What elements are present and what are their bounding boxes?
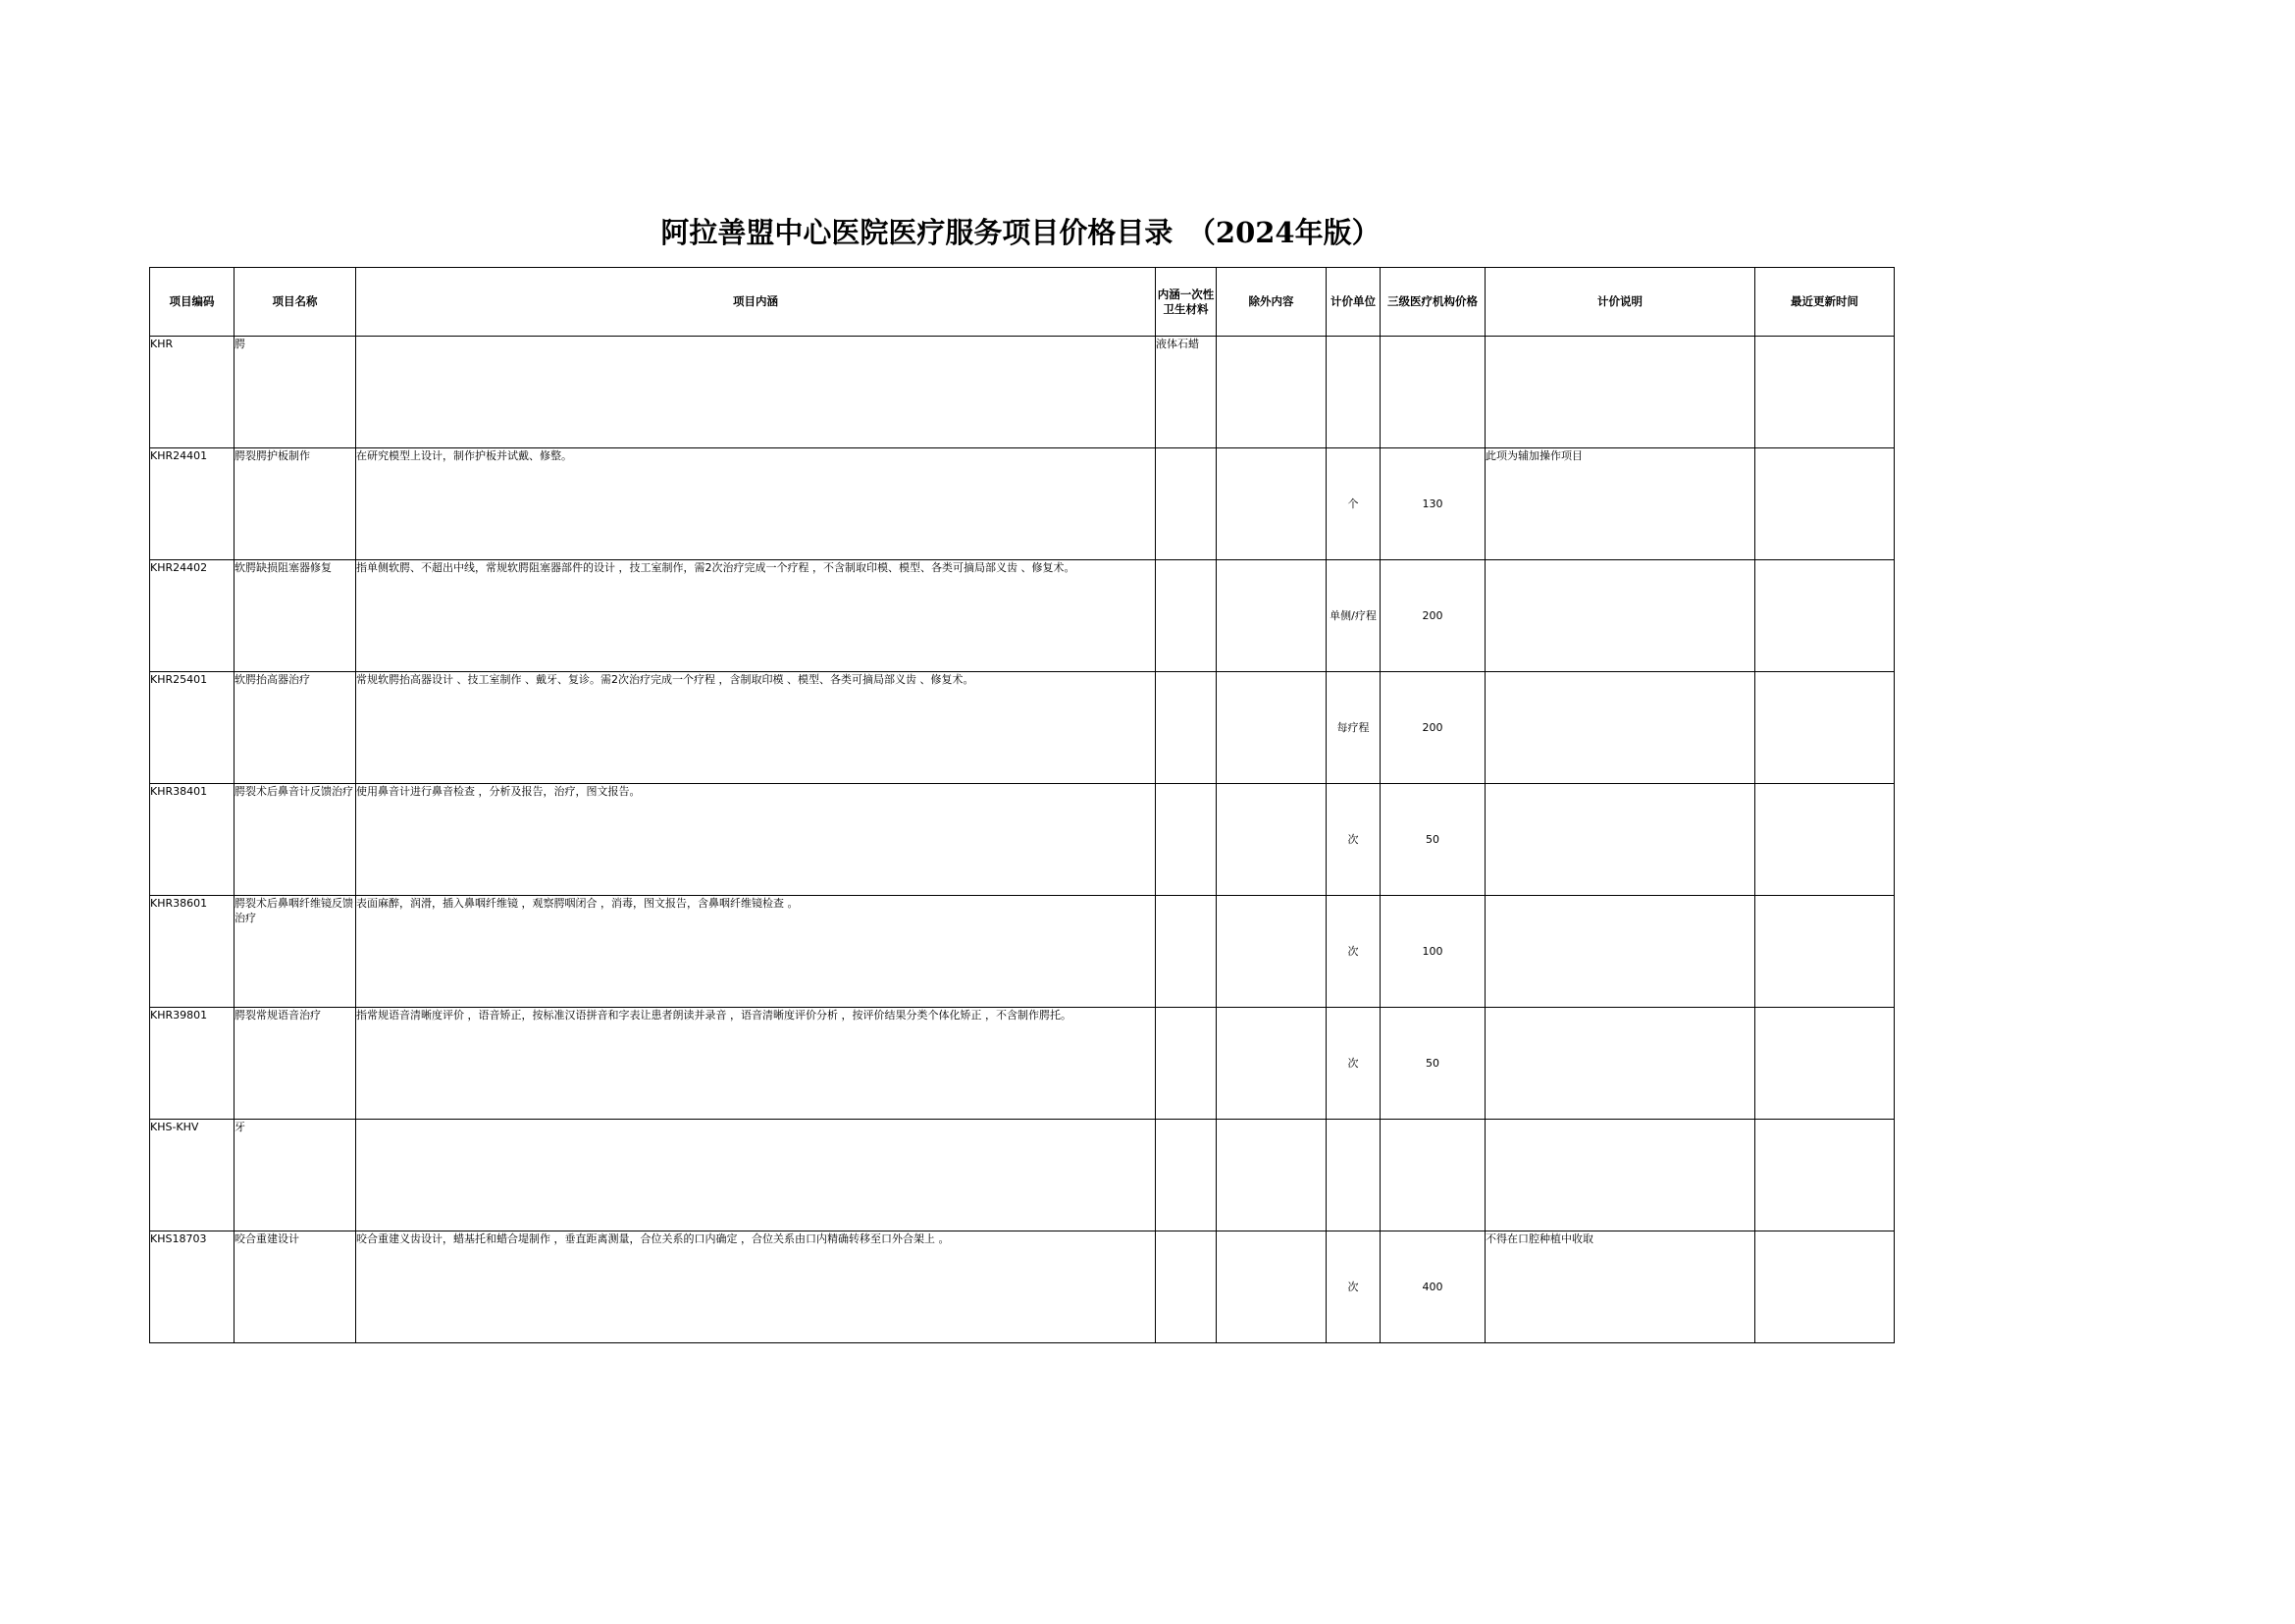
cell-note [1486, 896, 1755, 1008]
cell-updated [1755, 448, 1895, 560]
cell-unit: 每疗程 [1327, 672, 1381, 784]
table-row [150, 1008, 1895, 1120]
cell-except [1217, 448, 1327, 560]
cell-unit: 单侧/疗程 [1327, 560, 1381, 672]
cell-code: KHR38601 [150, 896, 235, 1008]
header-updated: 最近更新时间 [1755, 268, 1895, 337]
cell-price [1381, 1120, 1486, 1231]
cell-code: KHR38401 [150, 784, 235, 896]
cell-price: 100 [1381, 896, 1486, 1008]
cell-material [1156, 672, 1217, 784]
cell-code: KHR39801 [150, 1008, 235, 1120]
cell-name: 咬合重建设计 [235, 1231, 356, 1343]
cell-updated [1755, 1231, 1895, 1343]
cell-name: 腭裂腭护板制作 [235, 448, 356, 560]
cell-updated [1755, 672, 1895, 784]
table-row [150, 1231, 1895, 1343]
cell-name: 软腭抬高器治疗 [235, 672, 356, 784]
header-code: 项目编码 [150, 268, 235, 337]
table-row [150, 896, 1895, 1008]
cell-code: KHS18703 [150, 1231, 235, 1343]
cell-unit: 次 [1327, 1231, 1381, 1343]
cell-price [1381, 337, 1486, 448]
cell-updated [1755, 1008, 1895, 1120]
cell-material [1156, 1120, 1217, 1231]
cell-except [1217, 896, 1327, 1008]
cell-material: 液体石蜡 [1156, 337, 1217, 448]
table-row [150, 448, 1895, 560]
cell-material [1156, 896, 1217, 1008]
cell-note: 不得在口腔种植中收取 [1486, 1231, 1755, 1343]
cell-name: 腭裂术后鼻咽纤维镜反馈治疗 [235, 896, 356, 1008]
cell-price: 200 [1381, 560, 1486, 672]
cell-content: 指单侧软腭、不超出中线，常规软腭阻塞器部件的设计 ，技工室制作，需2次治疗完成一个疗程 ，不含制取印模、模型、各类可摘局部义齿 、修复术。 [356, 560, 1156, 672]
cell-content [356, 1120, 1156, 1231]
table-row [150, 337, 1895, 448]
cell-code: KHR [150, 337, 235, 448]
header-note: 计价说明 [1486, 268, 1755, 337]
cell-unit [1327, 337, 1381, 448]
cell-name: 牙 [235, 1120, 356, 1231]
cell-updated [1755, 896, 1895, 1008]
cell-unit: 次 [1327, 784, 1381, 896]
cell-price: 130 [1381, 448, 1486, 560]
cell-content [356, 337, 1156, 448]
cell-code: KHR24402 [150, 560, 235, 672]
cell-note [1486, 784, 1755, 896]
cell-content: 咬合重建义齿设计，蜡基托和蜡合堤制作 ，垂直距离测量，合位关系的口内确定 ，合位关系由口内精确转移至口外合架上 。 [356, 1231, 1156, 1343]
header-except: 除外内容 [1217, 268, 1327, 337]
cell-note [1486, 672, 1755, 784]
cell-name: 腭裂术后鼻音计反馈治疗 [235, 784, 356, 896]
cell-content: 在研究模型上设计，制作护板并试戴、修整。 [356, 448, 1156, 560]
cell-updated [1755, 560, 1895, 672]
cell-note [1486, 560, 1755, 672]
cell-name: 腭 [235, 337, 356, 448]
cell-except [1217, 337, 1327, 448]
cell-content: 使用鼻音计进行鼻音检查 ，分析及报告，治疗，图文报告。 [356, 784, 1156, 896]
cell-code: KHR24401 [150, 448, 235, 560]
cell-updated [1755, 1120, 1895, 1231]
cell-price: 400 [1381, 1231, 1486, 1343]
page-title: 阿拉善盟中心医院医疗服务项目价格目录 （2024年版） [660, 216, 1381, 249]
price-table [149, 267, 1895, 1343]
cell-material [1156, 784, 1217, 896]
cell-except [1217, 560, 1327, 672]
header-content: 项目内涵 [356, 268, 1156, 337]
cell-note [1486, 337, 1755, 448]
cell-price: 200 [1381, 672, 1486, 784]
cell-name: 软腭缺损阻塞器修复 [235, 560, 356, 672]
header-name: 项目名称 [235, 268, 356, 337]
cell-unit: 次 [1327, 1008, 1381, 1120]
table-row [150, 672, 1895, 784]
cell-price: 50 [1381, 784, 1486, 896]
cell-except [1217, 1008, 1327, 1120]
table-row [150, 784, 1895, 896]
header-unit: 计价单位 [1327, 268, 1381, 337]
table-row [150, 1120, 1895, 1231]
cell-name: 腭裂常规语音治疗 [235, 1008, 356, 1120]
cell-except [1217, 784, 1327, 896]
cell-material [1156, 1231, 1217, 1343]
cell-except [1217, 1231, 1327, 1343]
header-price: 三级医疗机构价格 [1381, 268, 1486, 337]
header-row [150, 268, 1895, 337]
cell-except [1217, 1120, 1327, 1231]
cell-except [1217, 672, 1327, 784]
cell-content: 常规软腭抬高器设计 、技工室制作 、戴牙、复诊。需2次治疗完成一个疗程 ，含制取印模 、模型、各类可摘局部义齿 、修复术。 [356, 672, 1156, 784]
cell-code: KHR25401 [150, 672, 235, 784]
cell-updated [1755, 337, 1895, 448]
cell-updated [1755, 784, 1895, 896]
cell-note: 此项为辅加操作项目 [1486, 448, 1755, 560]
cell-material [1156, 560, 1217, 672]
cell-code: KHS-KHV [150, 1120, 235, 1231]
cell-note [1486, 1120, 1755, 1231]
cell-unit [1327, 1120, 1381, 1231]
cell-unit: 个 [1327, 448, 1381, 560]
cell-content: 表面麻醉，润滑，插入鼻咽纤维镜 ，观察腭咽闭合 ，消毒，图文报告，含鼻咽纤维镜检查 。 [356, 896, 1156, 1008]
table-row [150, 560, 1895, 672]
cell-price: 50 [1381, 1008, 1486, 1120]
cell-material [1156, 1008, 1217, 1120]
cell-content: 指常规语音清晰度评价 ，语音矫正，按标准汉语拼音和字表让患者朗读并录音 ，语音清晰度评价分析 ，按评价结果分类个体化矫正 ，不含制作腭托。 [356, 1008, 1156, 1120]
cell-unit: 次 [1327, 896, 1381, 1008]
header-material: 内涵一次性卫生材料 [1156, 268, 1217, 337]
cell-note [1486, 1008, 1755, 1120]
cell-material [1156, 448, 1217, 560]
